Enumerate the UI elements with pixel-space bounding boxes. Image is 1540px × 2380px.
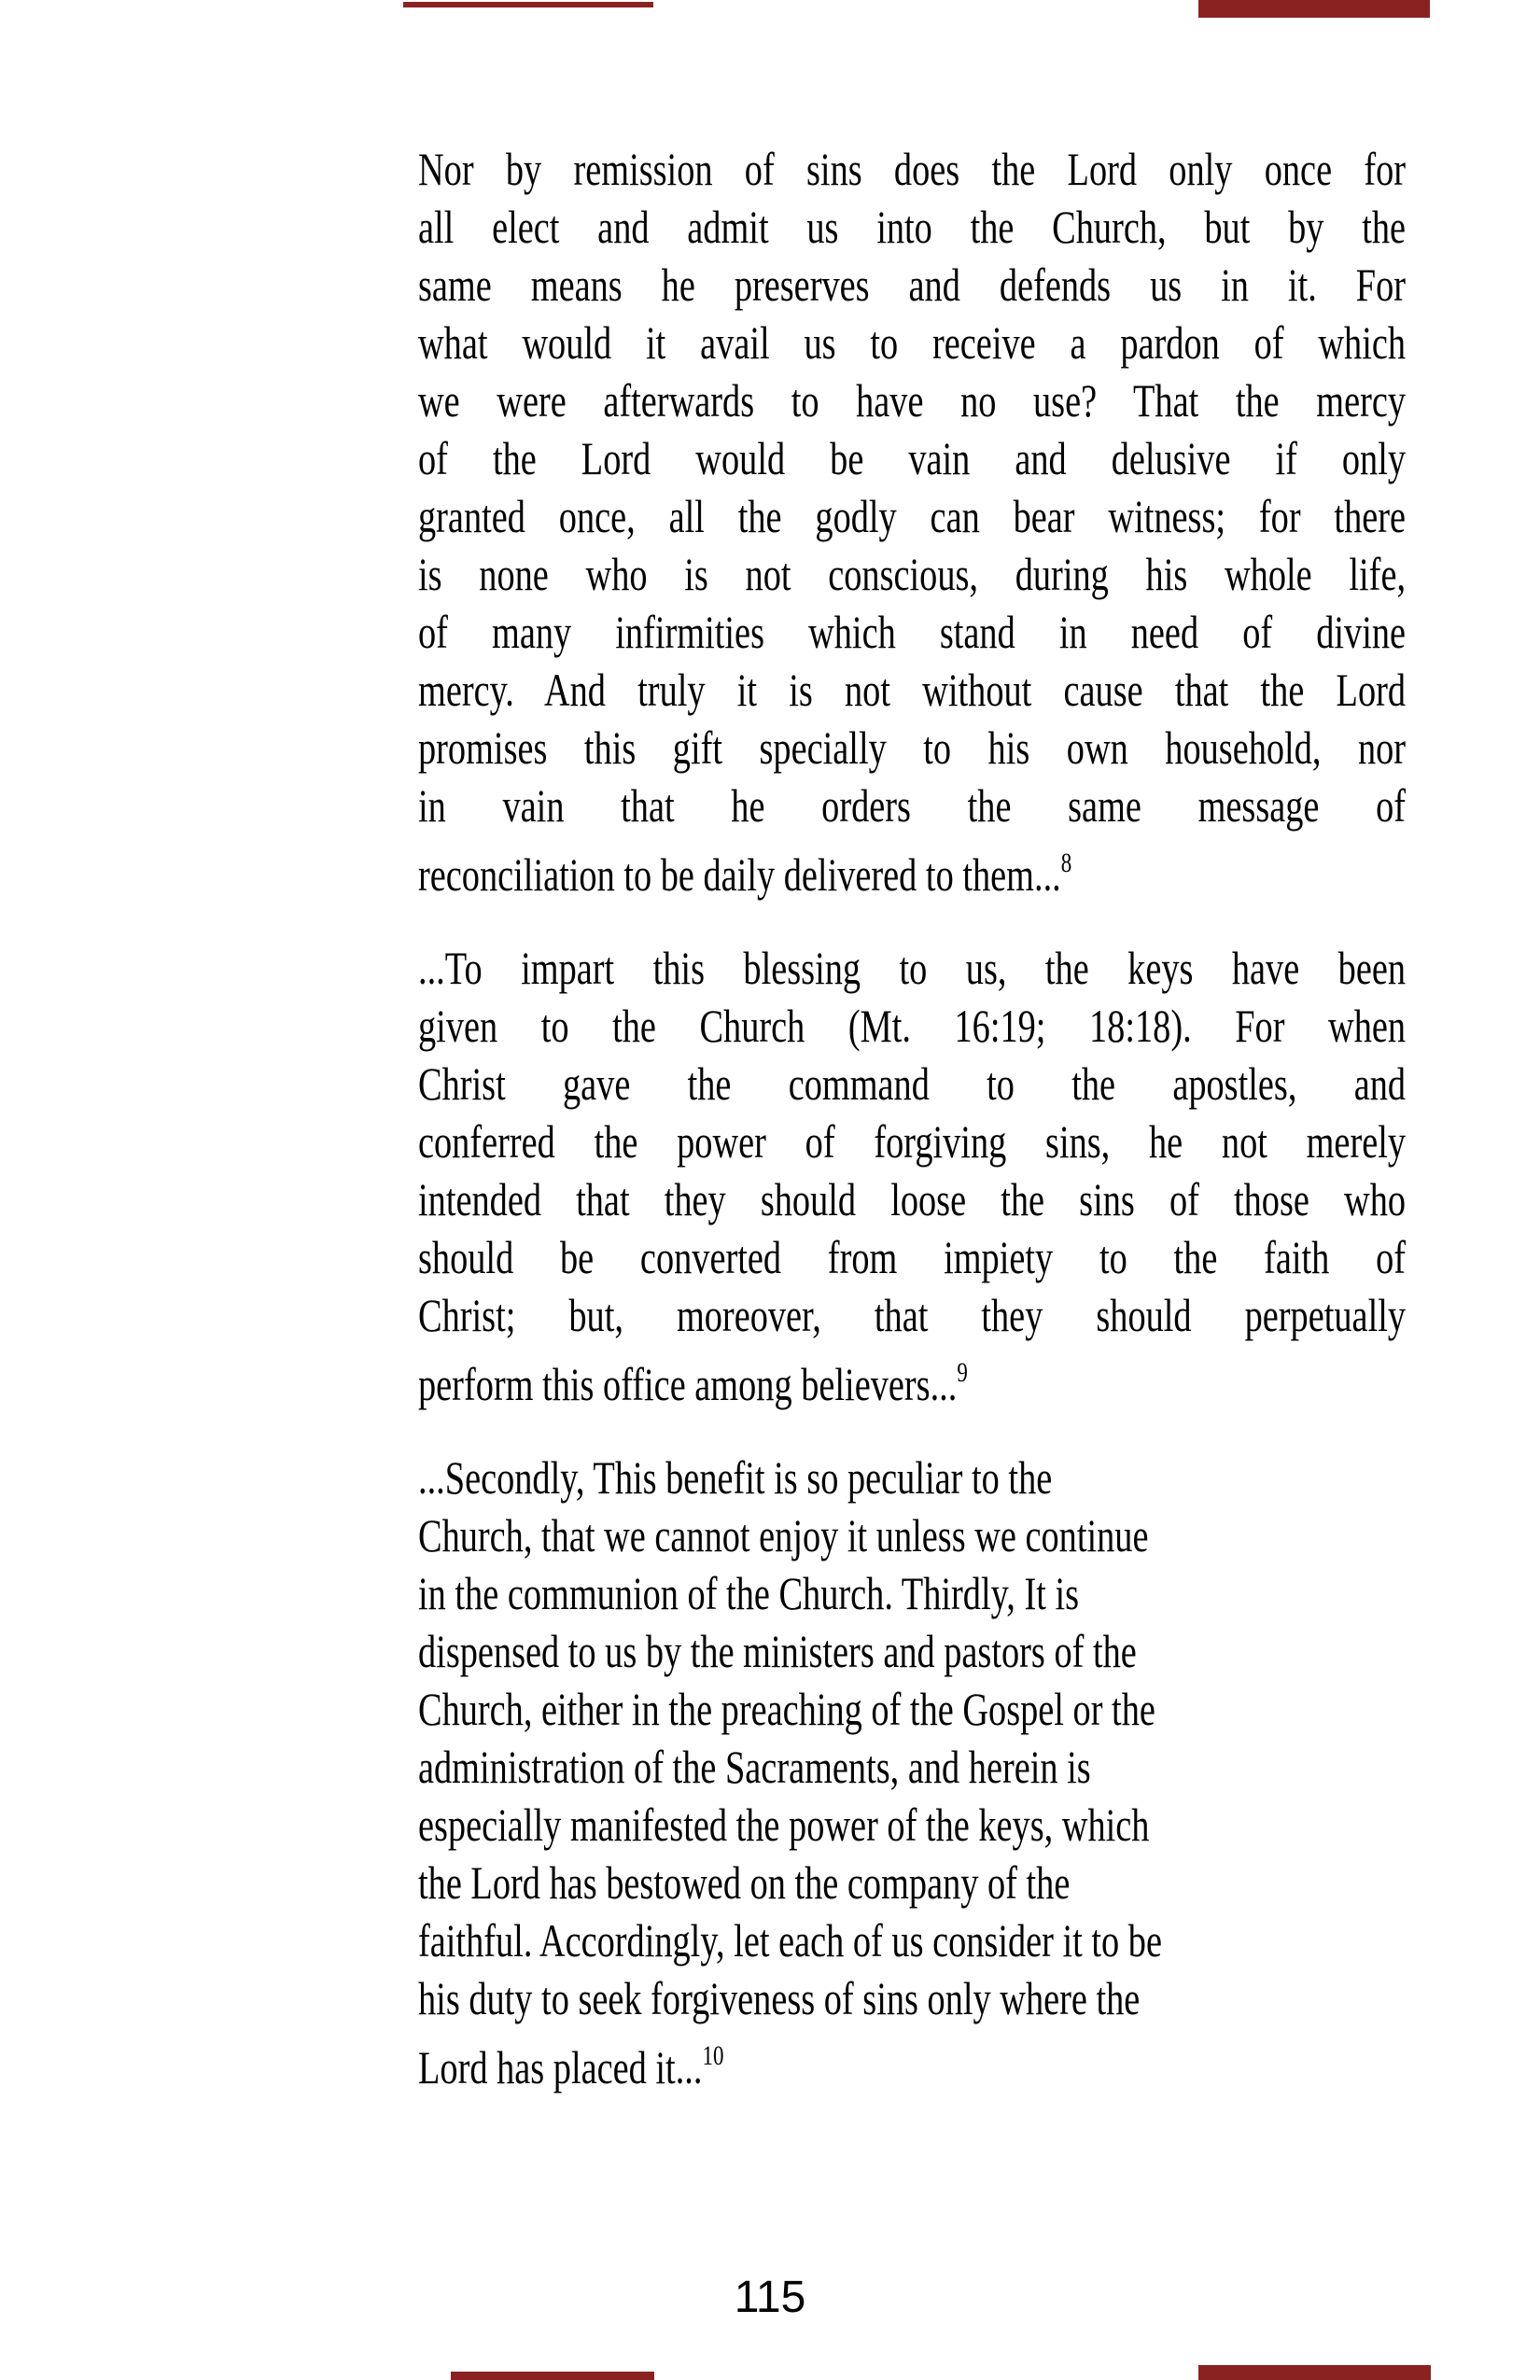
- text-line: granted once, all the godly can bear witness; for there: [418, 490, 1407, 542]
- text-line: Nor by remission of sins does the Lord only once for: [418, 143, 1407, 195]
- text-line: of many infirmities which stand in need of divine: [418, 606, 1407, 658]
- text-line: what would it avail us to receive a pardon of which: [418, 316, 1407, 369]
- footnote-reference-10: 10: [702, 2040, 724, 2071]
- text-line: we were afterwards to have no use? That the mercy: [418, 374, 1407, 427]
- text-line: Christ; but, moreover, that they should perpetually: [418, 1289, 1407, 1341]
- text-line: Christ gave the command to the apostles, and: [418, 1057, 1407, 1110]
- text-line: administration of the Sacraments, and herein is: [418, 1741, 1091, 1793]
- scan-artifact-bottom-right: [1198, 2365, 1431, 2380]
- text-line: given to the Church (Mt. 16:19; 18:18). For when: [418, 1000, 1407, 1052]
- text-line: in vain that he orders the same message of: [418, 779, 1407, 832]
- body-text-block: [418, 140, 1406, 2096]
- text-line: Church, either in the preaching of the Gospel or the: [418, 1683, 1155, 1735]
- text-line-with-footnote: [418, 2038, 1406, 2096]
- text-line: perform this office among believers...: [418, 1358, 958, 1410]
- text-line: ...Secondly, This benefit is so peculiar to the: [418, 1451, 1053, 1504]
- blockquote-paragraph-2: [418, 939, 1406, 1413]
- text-line-with-footnote: [418, 846, 1406, 903]
- blockquote-paragraph-1: [418, 140, 1406, 903]
- text-line: intended that they should loose the sins of those who: [418, 1173, 1407, 1225]
- text-line: promises this gift specially to his own household, nor: [418, 721, 1407, 774]
- text-line: Lord has placed it...: [418, 2041, 703, 2093]
- text-line: in the communion of the Church. Thirdly, It is: [418, 1567, 1080, 1619]
- text-line: his duty to seek forgiveness of sins only where the: [418, 1972, 1141, 2024]
- text-line: same means he preserves and defends us in it. For: [418, 259, 1407, 311]
- text-line: is none who is not conscious, during his whole life,: [418, 548, 1407, 600]
- text-line: of the Lord would be vain and delusive if only: [418, 432, 1407, 484]
- text-line-with-footnote: [418, 1355, 1406, 1413]
- text-line: ...To impart this blessing to us, the keys have been: [418, 942, 1407, 994]
- blockquote-paragraph-3: [418, 1449, 1406, 2096]
- scan-artifact-top-right: [1198, 0, 1430, 18]
- text-line: dispensed to us by the ministers and pastors of the: [418, 1625, 1137, 1677]
- text-line: mercy. And truly it is not without cause that the Lord: [418, 664, 1407, 716]
- page-number: 115: [734, 2273, 806, 2322]
- footnote-reference-8: 8: [1060, 847, 1072, 878]
- text-line: Church, that we cannot enjoy it unless we continue: [418, 1509, 1149, 1561]
- text-line: conferred the power of forgiving sins, he not merely: [418, 1115, 1407, 1168]
- footnote-reference-9: 9: [957, 1357, 968, 1388]
- text-line: should be converted from impiety to the faith of: [418, 1231, 1407, 1283]
- text-line: the Lord has bestowed on the company of the: [418, 1856, 1071, 1909]
- text-line: reconciliation to be daily delivered to them...: [418, 848, 1061, 901]
- scan-artifact-bottom-left: [451, 2372, 654, 2380]
- text-line: faithful. Accordingly, let each of us consider it to be: [418, 1914, 1162, 1967]
- text-line: all elect and admit us into the Church, but by the: [418, 201, 1407, 253]
- scan-artifact-top-left: [403, 2, 653, 7]
- text-line: especially manifested the power of the keys, which: [418, 1799, 1150, 1851]
